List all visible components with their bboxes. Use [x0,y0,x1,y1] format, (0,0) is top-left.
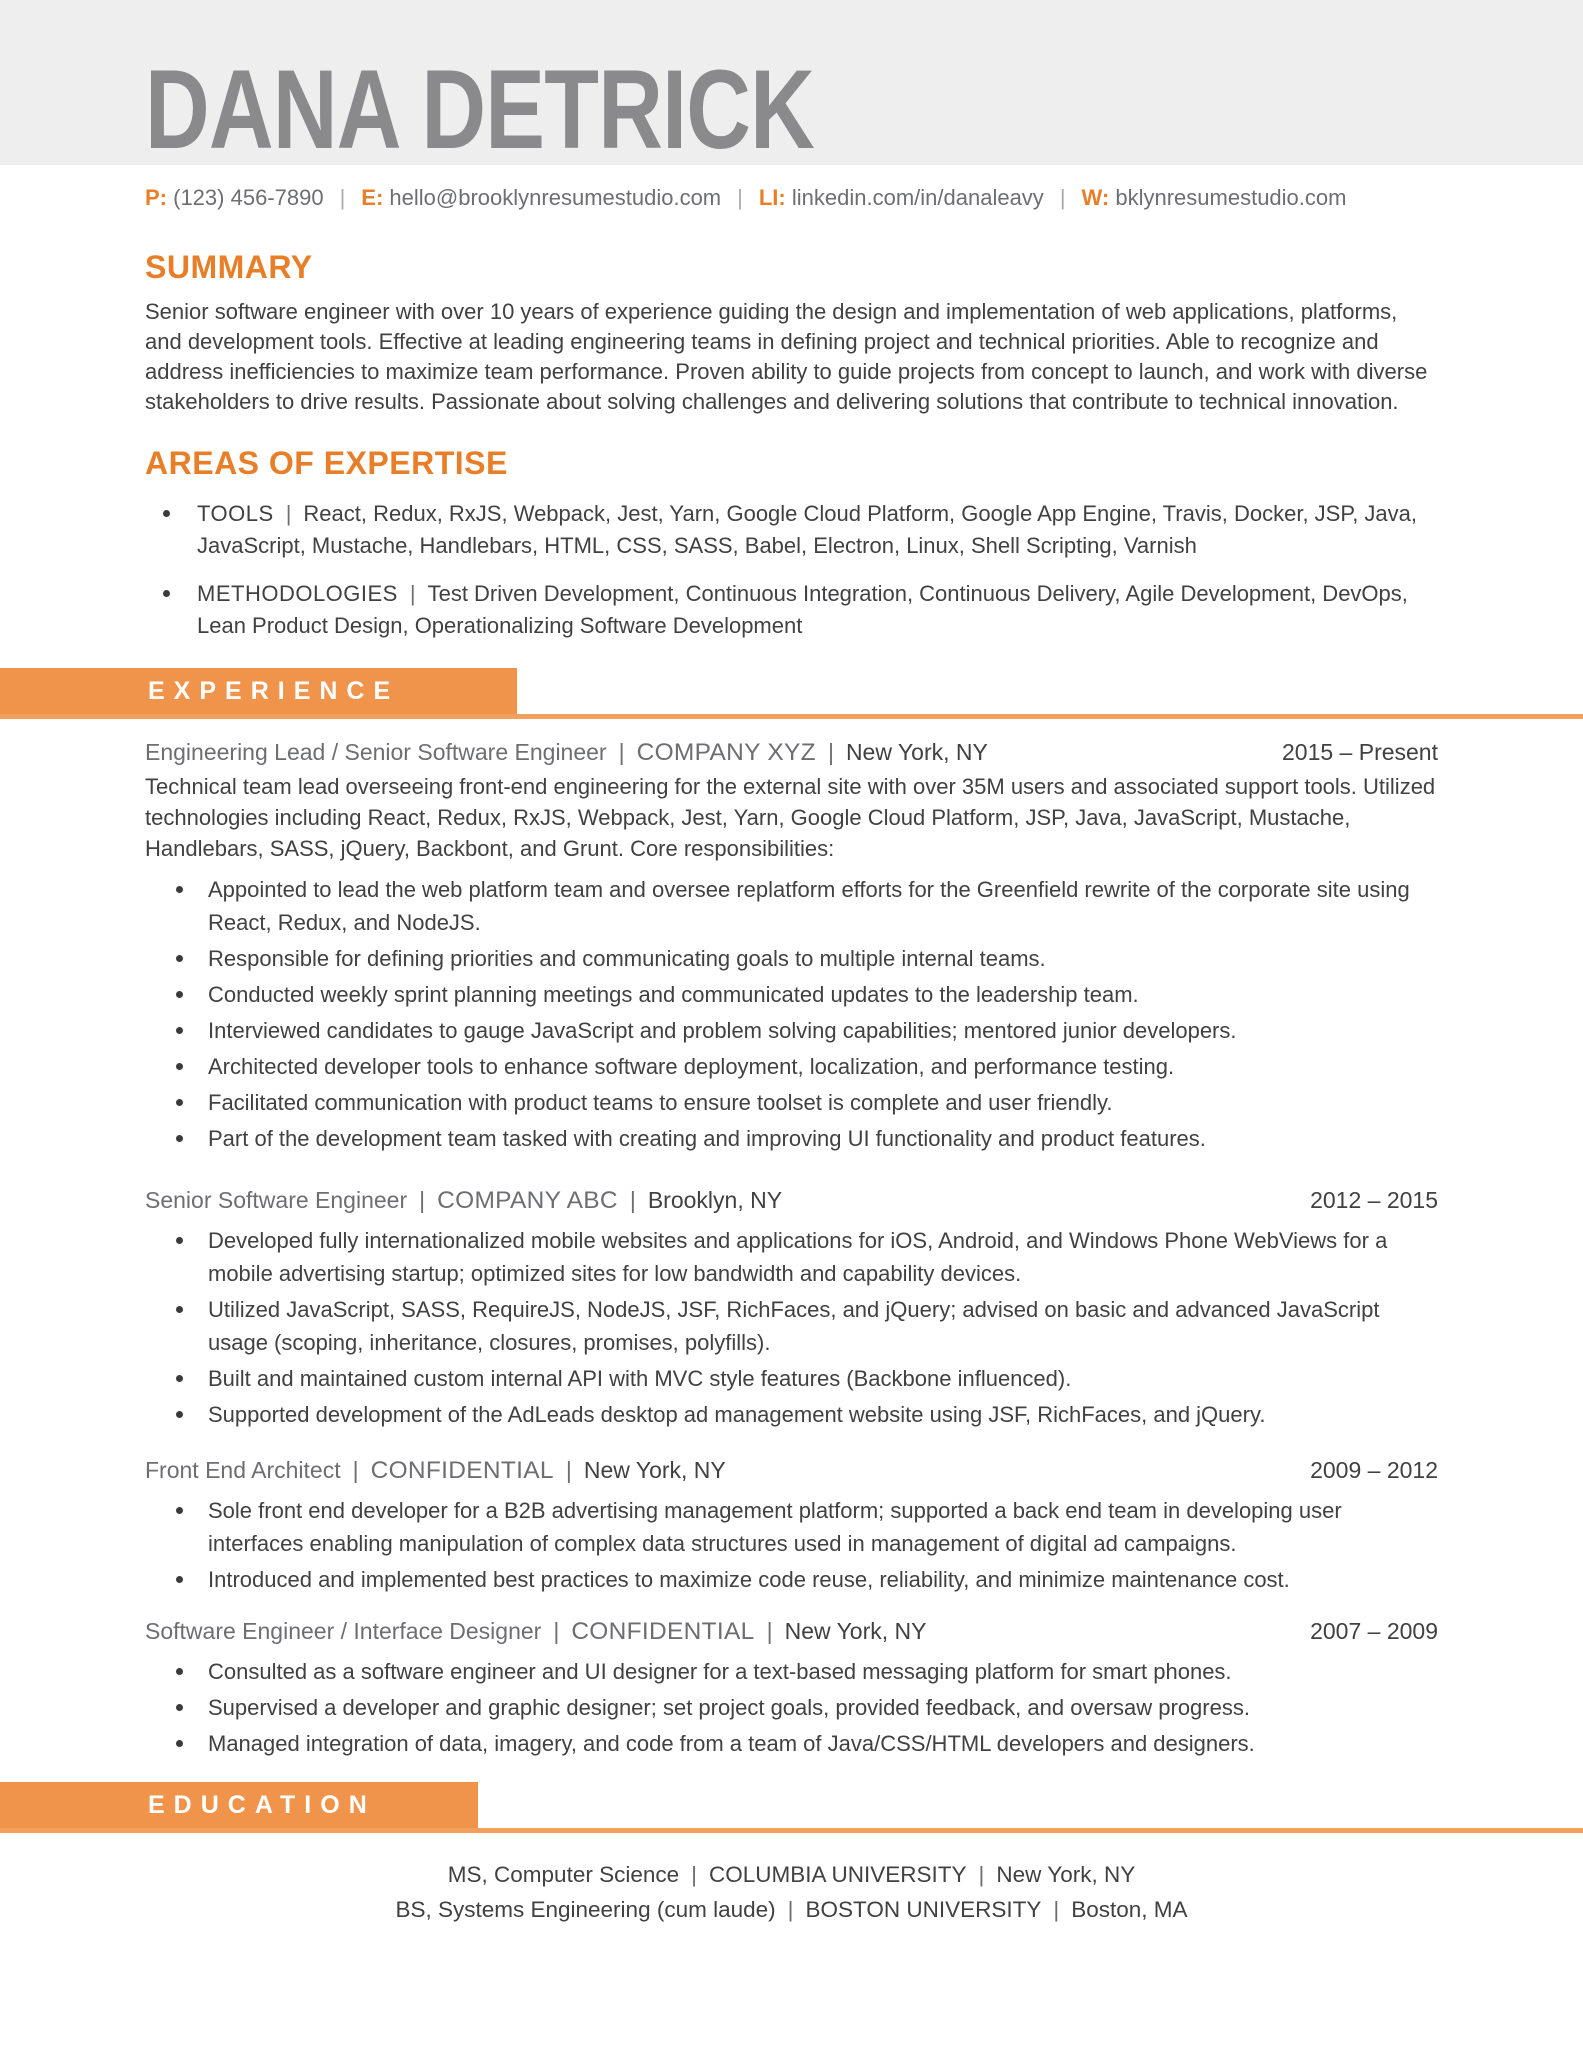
education-section [0,1857,1583,1927]
job-dates: 2015 – Present [1281,739,1438,765]
education-banner [0,1782,1583,1833]
contact-linkedin [759,185,1044,210]
bullet-dot [176,886,183,893]
job-location: New York, NY [583,1457,726,1483]
job-entry [145,739,1438,1155]
job-bullet-list [145,1224,1438,1431]
degree: BS, Systems Engineering (cum laude) [395,1897,776,1922]
job-bullet-list [145,1494,1438,1596]
job-location: New York, NY [784,1618,927,1644]
job-bullet-text: Sole front end developer for a B2B advertising management platform; supported a back end team in developing user interfaces enabling manipulation of complex data structures used in management of digital ad campaigns. [208,1498,1342,1556]
job-bullet [145,942,1438,975]
email-label: E: [361,185,384,210]
contact-email [361,185,721,210]
expertise-text: React, Redux, RxJS, Webpack, Jest, Yarn, Google Cloud Platform, Google App Engine, Travis, Docker, JSP, Java, JavaScript, Mustache, Handlebars, HTML, CSS, SASS, Babel, Electron, Linux, Shell Scripting, Varnish [197,501,1417,558]
job-title: Software Engineer / Interface Designer [145,1618,542,1644]
contact-website [1082,185,1347,210]
experience-banner-label: EXPERIENCE [148,676,400,705]
bullet-dot [176,1375,183,1382]
job-bullet [145,978,1438,1011]
job-description: Technical team lead overseeing front-end engineering for the external site with over 35M users and associated support tools. Utilized technologies including React, Redux, RxJS, Webpack, Jest, Yarn, Google Cloud Platform, JSP, Java, JavaScript, Mustache, Handlebars, SASS, jQuery, Backbont, and Grunt. Core responsibilities: [145,774,1436,861]
job-bullet-text: Facilitated communication with product teams to ensure toolset is complete and user friendly. [208,1090,1113,1115]
banner-rule [0,1828,1583,1833]
bullet-dot [176,1027,183,1034]
bullet-dot [176,1099,183,1106]
job-bullet [145,1655,1438,1688]
phone-label: P: [145,185,167,210]
separator: | [352,1457,359,1483]
job-bullet [145,1727,1438,1760]
expertise-item-methodologies [145,578,1438,642]
expertise-item-tools [145,498,1438,562]
experience-banner-block [0,668,517,714]
bullet-dot [163,510,170,517]
school-location: Boston, MA [1071,1897,1188,1922]
job-bullet-text: Architected developer tools to enhance software deployment, localization, and performance testing. [208,1054,1175,1079]
bullet-dot [176,1135,183,1142]
candidate-name: DANA DETRICK [145,46,815,172]
job-bullet-text: Introduced and implemented best practices to maximize code reuse, reliability, and minimize maintenance cost. [208,1567,1290,1592]
job-title: Engineering Lead / Senior Software Engineer [145,739,607,765]
job-bullet-text: Built and maintained custom internal API with MVC style features (Backbone influenced). [208,1366,1072,1391]
job-bullet-text: Conducted weekly sprint planning meetings and communicated updates to the leadership team. [208,982,1139,1007]
bullet-dot [176,1507,183,1514]
job-title: Front End Architect [145,1457,341,1483]
bullet-dot [176,1576,183,1583]
job-bullet [145,873,1438,939]
website-value: bklynresumestudio.com [1115,185,1347,210]
job-bullet [145,1563,1438,1596]
job-bullet-text: Utilized JavaScript, SASS, RequireJS, NodeJS, JSF, RichFaces, and jQuery; advised on basic and advanced JavaScript usage (scoping, inheritance, closures, promises, polyfills). [208,1297,1380,1355]
bullet-dot [176,1306,183,1313]
separator: | [827,739,834,765]
contact-bar [145,185,1438,211]
job-header-left [145,1618,927,1646]
experience-banner [0,668,1583,719]
separator: | [618,739,625,765]
job-bullet [145,1362,1438,1395]
job-bullet-text: Responsible for defining priorities and communicating goals to multiple internal teams. [208,946,1046,971]
expertise-heading: AREAS OF EXPERTISE [145,445,508,481]
experience-section [0,739,1583,1760]
separator: | [737,185,743,210]
job-bullet-text: Supervised a developer and graphic designer; set project goals, provided feedback, and oversaw progress. [208,1695,1250,1720]
job-company: CONFIDENTIAL [370,1457,554,1484]
job-company: COMPANY ABC [437,1187,618,1214]
bullet-dot [176,955,183,962]
linkedin-label: LI: [758,185,786,210]
job-bullet [145,1398,1438,1431]
separator: | [1053,1897,1060,1922]
expertise-label: TOOLS [197,501,274,526]
job-bullet-list [145,873,1438,1155]
website-label: W: [1081,185,1110,210]
job-header [145,739,1438,767]
job-entry [145,1618,1438,1760]
job-bullet-text: Supported development of the AdLeads desktop ad management website using JSF, RichFaces, and jQuery. [208,1402,1266,1427]
job-bullet-text: Developed fully internationalized mobile websites and applications for iOS, Android, and Windows Phone WebViews for a mobile advertising startup; optimized sites for low bandwidth and capability devices. [208,1228,1388,1286]
job-bullet-text: Consulted as a software engineer and UI designer for a text-based messaging platform for smart phones. [208,1659,1232,1684]
linkedin-value: linkedin.com/in/danaleavy [791,185,1044,210]
bullet-dot [176,1668,183,1675]
bullet-dot [176,1063,183,1070]
separator: | [629,1187,636,1213]
job-title: Senior Software Engineer [145,1187,408,1213]
job-bullet-list [145,1655,1438,1760]
job-header-left [145,1187,782,1215]
bullet-dot [176,1411,183,1418]
job-dates: 2012 – 2015 [1310,1187,1438,1213]
job-header [145,1187,1438,1215]
job-bullet-text: Part of the development team tasked with creating and improving UI functionality and product features. [208,1126,1206,1151]
job-bullet-text: Interviewed candidates to gauge JavaScript and problem solving capabilities; mentored junior developers. [208,1018,1237,1043]
job-bullet-text: Managed integration of data, imagery, and code from a team of Java/CSS/HTML developers and designers. [208,1731,1255,1756]
job-entry [145,1187,1438,1431]
job-dates: 2009 – 2012 [1310,1457,1438,1483]
job-bullet-text: Appointed to lead the web platform team and oversee replatform efforts for the Greenfield rewrite of the corporate site using React, Redux, and NodeJS. [208,877,1410,935]
bullet-dot [176,1237,183,1244]
summary-heading: SUMMARY [145,249,313,285]
job-bullet [145,1014,1438,1047]
job-header-left [145,739,988,767]
education-entry [0,1892,1583,1927]
job-bullet [145,1494,1438,1560]
education-entry [0,1857,1583,1892]
school-location: New York, NY [996,1862,1136,1887]
separator: | [339,185,346,210]
separator: | [691,1862,697,1887]
job-header [145,1618,1438,1646]
header-band [0,0,1583,172]
job-header [145,1457,1438,1485]
separator: | [553,1618,560,1644]
separator: | [978,1862,985,1887]
job-location: New York, NY [845,739,988,765]
separator: | [766,1618,773,1644]
job-company: CONFIDENTIAL [571,1618,755,1645]
summary-text: Senior software engineer with over 10 years of experience guiding the design and implementation of web applications, platforms, and development tools. Effective at leading engineering teams in defining project and technical priorities. Able to recognize and address inefficiencies to maximize team performance. Proven ability to guide projects from concept to launch, and work with diverse stakeholders to drive results. Passionate about solving challenges and delivering solutions that contribute to technical innovation. [145,299,1428,414]
contact-phone [145,185,324,210]
degree: MS, Computer Science [447,1862,680,1887]
job-bullet [145,1224,1438,1290]
separator: | [787,1897,794,1922]
job-bullet [145,1122,1438,1155]
bullet-dot [176,991,183,998]
education-banner-label: EDUCATION [148,1790,376,1819]
expertise-list [145,498,1438,642]
bullet-dot [163,590,170,597]
bullet-dot [176,1704,183,1711]
expertise-label: METHODOLOGIES [197,581,398,606]
email-value: hello@brooklynresumestudio.com [389,185,722,210]
job-dates: 2007 – 2009 [1310,1618,1438,1644]
separator: | [409,581,416,606]
summary-section [0,249,1583,642]
job-location: Brooklyn, NY [647,1187,783,1213]
job-bullet [145,1050,1438,1083]
phone-value: (123) 456-7890 [173,185,324,210]
bullet-dot [176,1740,183,1747]
separator: | [419,1187,426,1213]
separator: | [285,501,292,526]
school: COLUMBIA UNIVERSITY [708,1862,967,1887]
expertise-text: Test Driven Development, Continuous Integration, Continuous Delivery, Agile Development, DevOps, Lean Product Design, Operationalizing Software Development [197,581,1408,638]
banner-rule [0,714,1583,719]
school: BOSTON UNIVERSITY [805,1897,1042,1922]
job-bullet [145,1086,1438,1119]
separator: | [565,1457,572,1483]
job-entry [145,1457,1438,1596]
job-company: COMPANY XYZ [636,739,816,766]
education-banner-block [0,1782,478,1828]
separator: | [1059,185,1066,210]
job-header-left [145,1457,726,1485]
job-bullet [145,1293,1438,1359]
job-bullet [145,1691,1438,1724]
